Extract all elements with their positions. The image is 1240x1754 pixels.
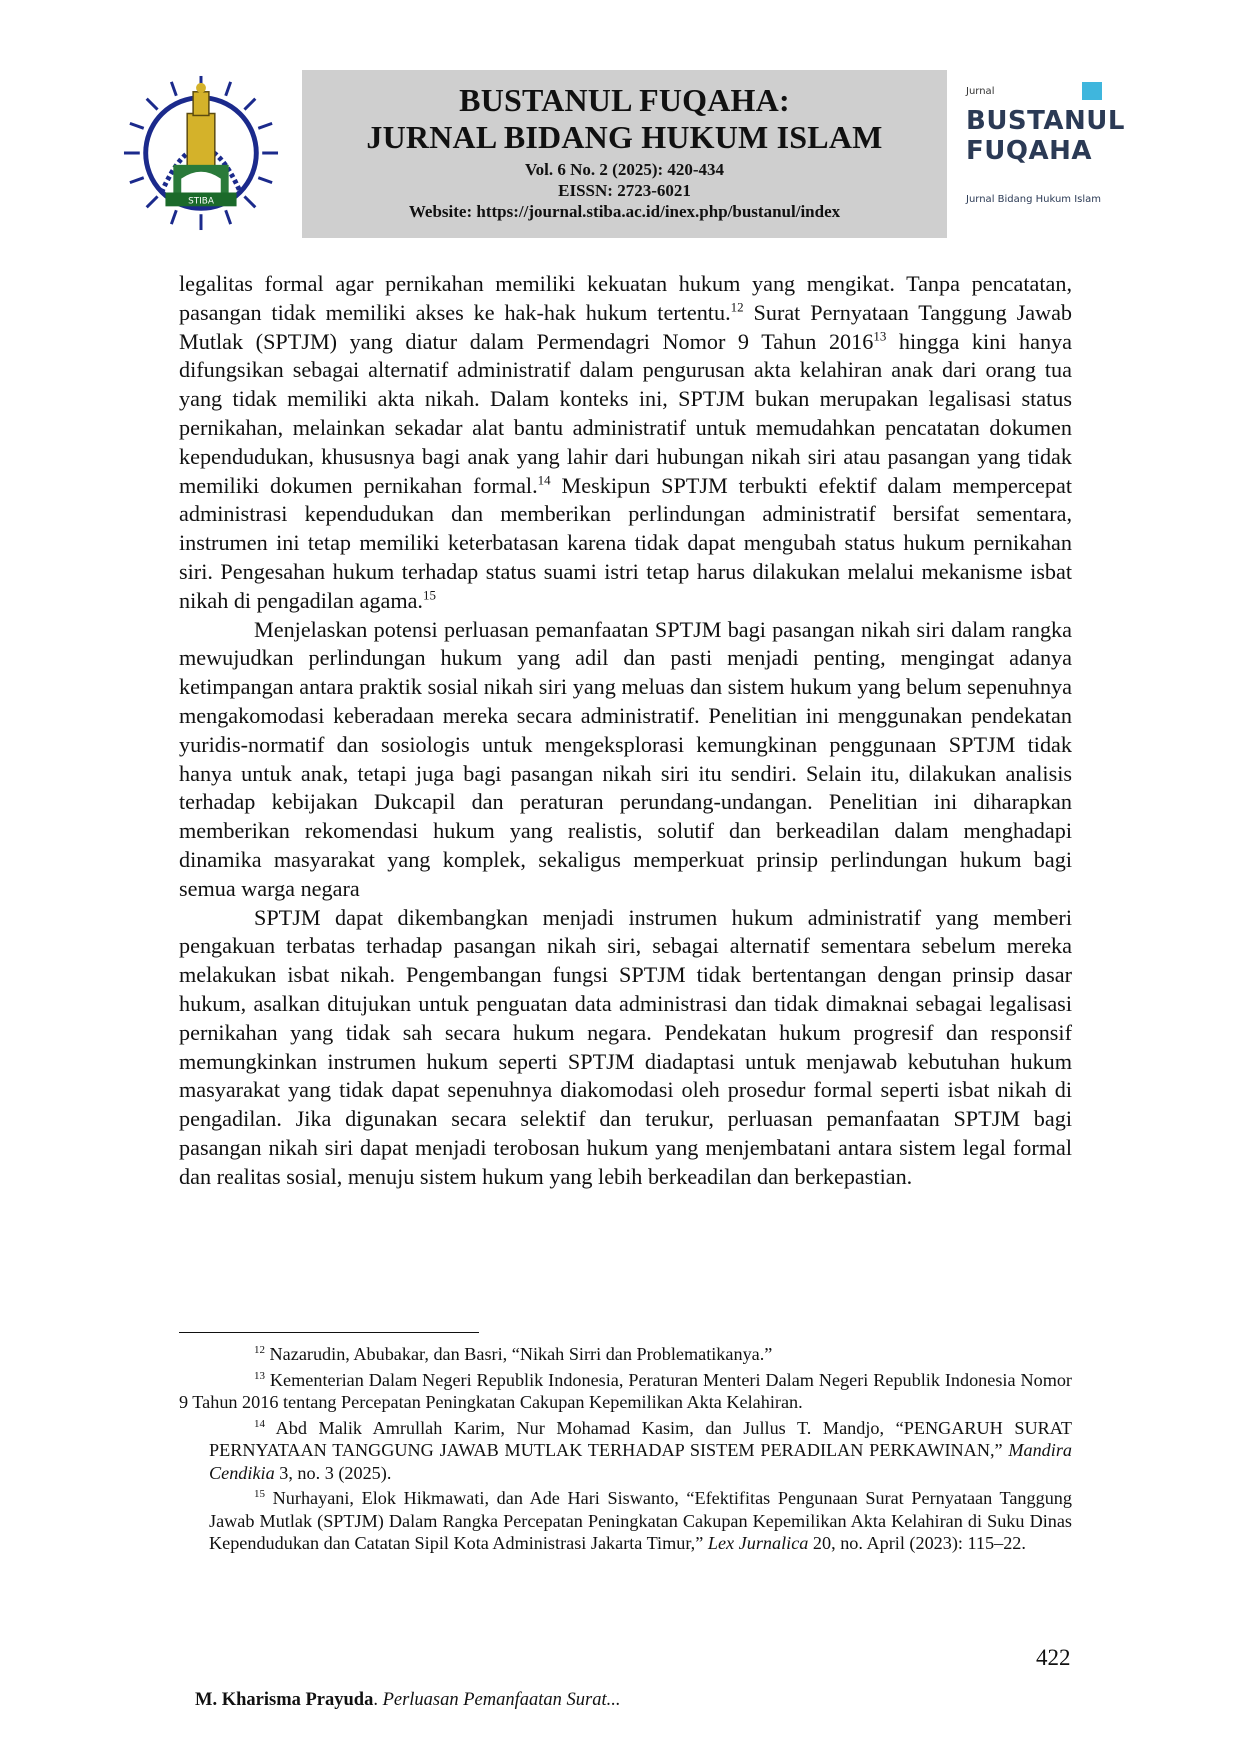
footnote-15-text-a: Nurhayani, Elok Hikmawati, dan Ade Hari Siswanto, “Efektifitas Pengunaan Surat Pernyataan Tanggung Jawab Mutlak (SPTJM) Dalam Rangka Percepatan Peningkatan Cakupan Kepemilikan Akta Kelahiran di Suku Dinas Kependudukan dan Catatan Sipil Kota Administrasi Jakarta Timur,”: [209, 1488, 1072, 1553]
footnote-14-journal: Mandira Cendikia: [209, 1440, 1072, 1483]
journal-title-line-2: JURNAL BIDANG HUKUM ISLAM: [366, 119, 883, 155]
journal-volume: Vol. 6 No. 2 (2025): 420-434: [524, 160, 725, 179]
journal-website: Website: https://journal.stiba.ac.id/inex.php/bustanul/index: [408, 202, 841, 221]
journal-eissn: EISSN: 2723-6021: [558, 181, 691, 200]
paragraph-2: Menjelaskan potensi perluasan pemanfaatan SPTJM bagi pasangan nikah siri dalam rangka mewujudkan perlindungan hukum yang adil dan pasti menjadi penting, mengingat adanya ketimpangan antara praktik sosial nikah siri yang meluas dan sistem hukum yang belum sepenuhnya mengakomodasi keberadaan mereka secara administratif. Penelitian ini menggunakan pendekatan yuridis-normatif dan sosiologis untuk mengeksplorasi kemungkinan penggunaan SPTJM tidak hanya untuk anak, tetapi juga bagi pasangan nikah siri itu sendiri. Selain itu, dilakukan analisis terhadap kebijakan Dukcapil dan peraturan perundang-undangan. Penelitian ini diharapkan memberikan rekomendasi hukum yang realistis, solutif dan berkeadilan dalam menghadapi dinamika masyarakat yang komplek, sekaligus memperkuat prinsip perlindungan hukum bagi semua warga negara: [179, 616, 1072, 901]
emblem-label: STIBA: [188, 196, 214, 207]
journal-logo-wordmark: [966, 106, 1125, 166]
body-text: [179, 270, 1072, 1192]
journal-logo-line-1: BUSTANUL: [966, 106, 1125, 136]
journal-logo-small-label: Jurnal: [966, 86, 995, 97]
paragraph-1-part-a: legalitas formal agar pernikahan memiliki kekuatan hukum yang mengikat. Tanpa pencatatan, pasangan tidak memiliki akses ke hak-hak hukum tertentu.: [179, 271, 1072, 325]
paragraph-1-part-c: hingga kini hanya difungsikan sebagai alternatif administratif dalam pengurusan akta kelahiran anak dari orang tua yang tidak memiliki akta nikah. Dalam konteks ini, SPTJM bukan merupakan legalisasi status pernikahan, melainkan sekadar alat bantu administratif untuk memudahkan pencatatan dokumen kependudukan, khususnya bagi anak yang lahir dari hubungan nikah siri atau pasangan yang tidak memiliki dokumen pernikahan formal.: [179, 328, 1072, 498]
footnote-number-14: 14: [254, 1417, 265, 1430]
footnote-separator: [179, 1332, 479, 1333]
footnote-14-text-a: Abd Malik Amrullah Karim, Nur Mohamad Kasim, dan Jullus T. Mandjo, “PENGARUH SURAT PERNYATAAN TANGGUNG JAWAB MUTLAK TERHADAP SISTEM PERADILAN PERKAWINAN,”: [209, 1417, 1072, 1460]
paragraph-3: SPTJM dapat dikembangkan menjadi instrumen hukum administratif yang memberi pengakuan terbatas terhadap pasangan nikah siri, sebagai alternatif sementara sebelum mereka melakukan isbat nikah. Pengembangan fungsi SPTJM tidak bertentangan dengan prinsip dasar hukum, asalkan ditujukan untuk penguatan data administrasi dan tidak dimaknai sebagai legalisasi pernikahan yang tidak sah secara hukum negara. Pendekatan hukum progresif dan responsif memungkinkan instrumen hukum seperti SPTJM diadaptasi untuk menjawab kebutuhan hukum masyarakat yang tidak dapat sepenuhnya diakomodasi oleh prosedur formal seperti isbat nikah di pengadilan. Jika digunakan secara selektif dan terukur, perluasan pemanfaatan SPTJM bagi pasangan nikah siri dapat menjadi terobosan hukum yang menjembatani antara sistem legal formal dan realitas sosial, menuju sistem hukum yang lebih berkeadilan dan berkepastian.: [179, 904, 1072, 1189]
footer-author: M. Kharisma Prayuda: [195, 1690, 374, 1710]
page-number: 422: [1036, 1645, 1071, 1670]
journal-title-line-1: BUSTANUL FUQAHA:: [459, 82, 790, 118]
journal-logo: [966, 82, 1125, 212]
footnote-15-text-b: 20, no. April (2023): 115–22.: [808, 1533, 1026, 1553]
paragraph-1-part-d: Meskipun SPTJM terbukti efektif dalam mempercepat administrasi kependudukan dan memberikan perlindungan administratif bersifat sementara, instrumen ini tetap memiliki keterbatasan karena tidak dapat mengubah status hukum pernikahan siri. Pengesahan hukum terhadap status suami istri tetap harus dilakukan melalui mekanisme isbat nikah di pengadilan agama.: [179, 472, 1072, 613]
footnote-number-15: 15: [254, 1487, 265, 1500]
footnote-ref-15[interactable]: 15: [422, 587, 436, 603]
institution-emblem-icon: [122, 74, 280, 232]
journal-logo-line-2: FUQAHA: [966, 136, 1092, 166]
footnote-15: [179, 1487, 1072, 1555]
footnote-ref-12[interactable]: 12: [730, 299, 744, 315]
logo-accent-square-icon: [1082, 82, 1102, 100]
footnote-12-text: Nazarudin, Abubakar, dan Basri, “Nikah Sirri dan Problematikanya.”: [265, 1344, 773, 1364]
footnote-13: [179, 1369, 1072, 1414]
footnote-15-journal: Lex Jurnalica: [707, 1533, 809, 1553]
footnote-14-text-b: 3, no. 3 (2025).: [274, 1462, 392, 1483]
footnote-number-12: 12: [254, 1343, 265, 1356]
footnote-12: [179, 1343, 1072, 1366]
footnote-ref-14[interactable]: 14: [537, 472, 551, 488]
footnote-ref-13[interactable]: 13: [873, 328, 887, 344]
footnote-number-13: 13: [254, 1369, 265, 1382]
journal-logo-subtitle: Jurnal Bidang Hukum Islam: [966, 194, 1102, 205]
paragraph-1-part-b: Surat Pernyataan Tanggung Jawab Mutlak (SPTJM) yang diatur dalam Permendagri Nomor 9 Tahun 2016: [179, 299, 1073, 354]
footer-separator: .: [373, 1690, 383, 1710]
running-footer: [195, 1690, 621, 1711]
footnotes: [179, 1343, 1072, 1558]
footnote-13-text: Kementerian Dalam Negeri Republik Indonesia, Peraturan Menteri Dalam Negeri Republik Indonesia Nomor 9 Tahun 2016 tentang Percepatan Peningkatan Cakupan Kepemilikan Akta Kelahiran.: [179, 1369, 1072, 1412]
journal-header: [302, 70, 947, 238]
paragraph-1: [179, 270, 1072, 616]
footer-short-title: Perluasan Pemanfaatan Surat...: [382, 1690, 621, 1710]
footnote-14: [179, 1417, 1072, 1485]
